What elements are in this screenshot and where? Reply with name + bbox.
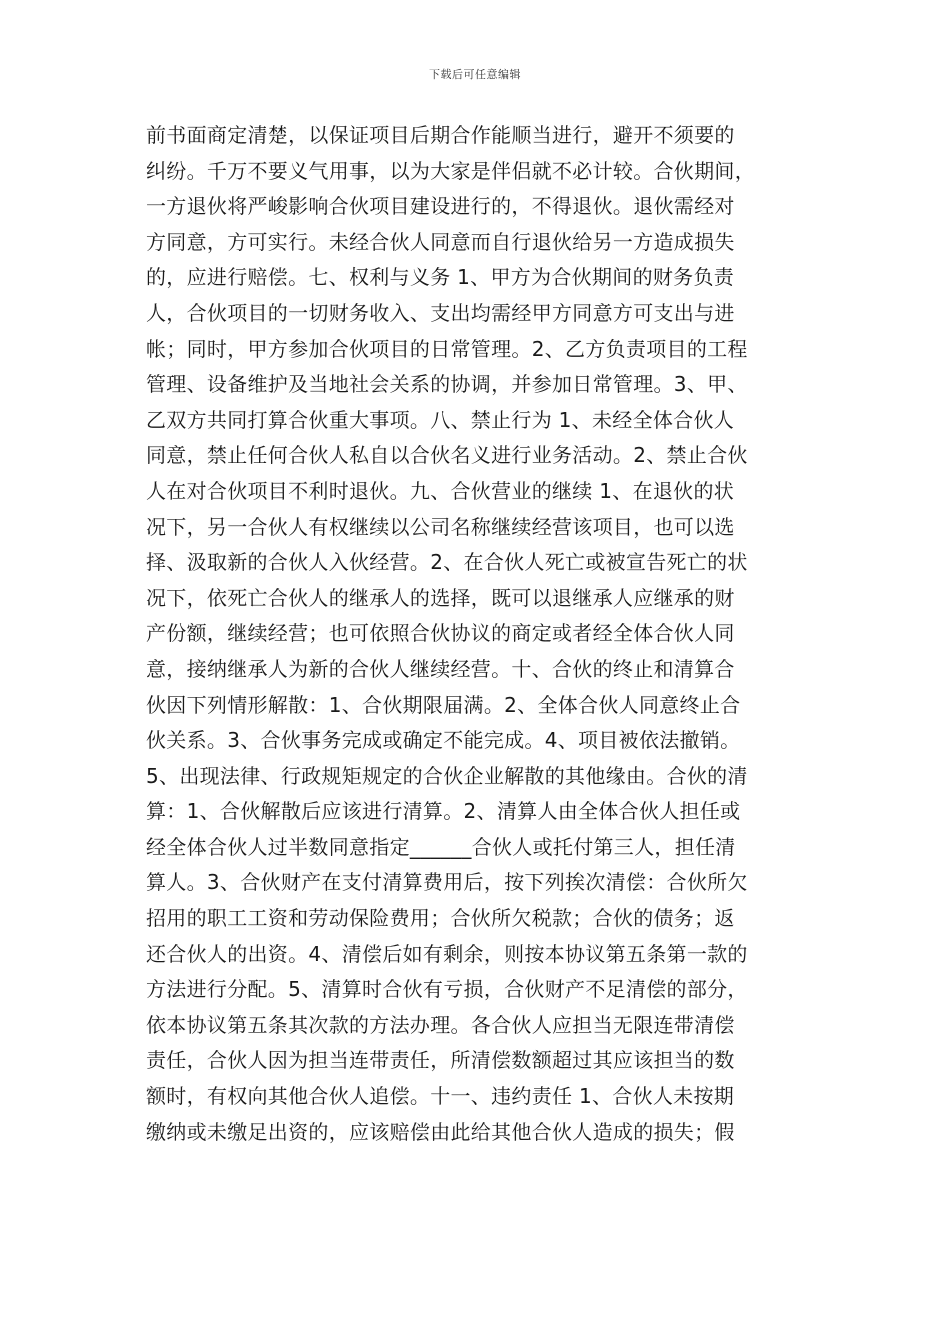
body-text-line: 人在对合伙项目不利时退伙。九、合伙营业的继续 1、在退伙的状: [146, 478, 735, 503]
body-text-line: 依本协议第五条其次款的方法办理。各合伙人应担当无限连带清偿: [146, 1012, 735, 1037]
body-text-line: 产份额，继续经营；也可依照合伙协议的商定或者经全体合伙人同: [146, 621, 735, 646]
body-text: [146, 118, 826, 1150]
body-text-line: 管理、设备维护及当地社会关系的协调，并参加日常管理。3、甲、: [146, 372, 748, 397]
body-text-line: 经全体合伙人过半数同意指定______合伙人或托付第三人，担任清: [146, 834, 736, 859]
body-text-line: 责任，合伙人因为担当连带责任，所清偿数额超过其应该担当的数: [146, 1048, 735, 1073]
body-text-line: 方同意，方可实行。未经合伙人同意而自行退伙给另一方造成损失: [146, 229, 735, 254]
body-text-line: 算人。3、合伙财产在支付清算费用后，按下列挨次清偿：合伙所欠: [146, 870, 748, 895]
body-text-line: 还合伙人的出资。4、清偿后如有剩余，则按本协议第五条第一款的: [146, 941, 748, 966]
body-text-line: 一方退伙将严峻影响合伙项目建设进行的，不得退伙。退伙需经对: [146, 194, 735, 219]
body-text-line: 人，合伙项目的一切财务收入、支出均需经甲方同意方可支出与进: [146, 300, 735, 325]
body-text-line: 况下，依死亡合伙人的继承人的选择，既可以退继承人应继承的财: [146, 585, 735, 610]
body-text-line: 纠纷。千万不要义气用事，以为大家是伴侣就不必计较。合伙期间，: [146, 158, 755, 183]
body-text-line: 的，应进行赔偿。七、权利与义务 1、甲方为合伙期间的财务负责: [146, 265, 735, 290]
body-text-line: 意，接纳继承人为新的合伙人继续经营。十、合伙的终止和清算合: [146, 656, 735, 681]
body-text-line: 算：1、合伙解散后应该进行清算。2、清算人由全体合伙人担任或: [146, 799, 741, 824]
body-text-line: 择、汲取新的合伙人入伙经营。2、在合伙人死亡或被宣告死亡的状: [146, 550, 748, 575]
body-text-line: 前书面商定清楚，以保证项目后期合作能顺当进行，避开不须要的: [146, 123, 735, 147]
body-text-line: 招用的职工工资和劳动保险费用；合伙所欠税款；合伙的债务；返: [146, 906, 735, 931]
body-text-line: 伙关系。3、合伙事务完成或确定不能完成。4、项目被依法撤销。: [146, 728, 741, 753]
body-text-line: 伙因下列情形解散：1、合伙期限届满。2、全体合伙人同意终止合: [146, 692, 741, 717]
body-text-line: 5、出现法律、行政规矩规定的合伙企业解散的其他缘由。合伙的清: [146, 763, 748, 788]
body-text-line: 帐；同时，甲方参加合伙项目的日常管理。2、乙方负责项目的工程: [146, 336, 748, 361]
body-text-line: 缴纳或未缴足出资的，应该赔偿由此给其他合伙人造成的损失；假: [146, 1119, 735, 1144]
body-text-line: 乙双方共同打算合伙重大事项。八、禁止行为 1、未经全体合伙人: [146, 407, 735, 432]
page-header: 下载后可任意编辑: [429, 68, 521, 81]
body-text-line: 况下，另一合伙人有权继续以公司名称继续经营该项目，也可以选: [146, 514, 735, 539]
body-text-line: 方法进行分配。5、清算时合伙有亏损，合伙财产不足清偿的部分，: [146, 977, 748, 1002]
body-text-line: 额时，有权向其他合伙人追偿。十一、违约责任 1、合伙人未按期: [146, 1084, 735, 1109]
body-text-line: 同意，禁止任何合伙人私自以合伙名义进行业务活动。2、禁止合伙: [146, 443, 748, 468]
